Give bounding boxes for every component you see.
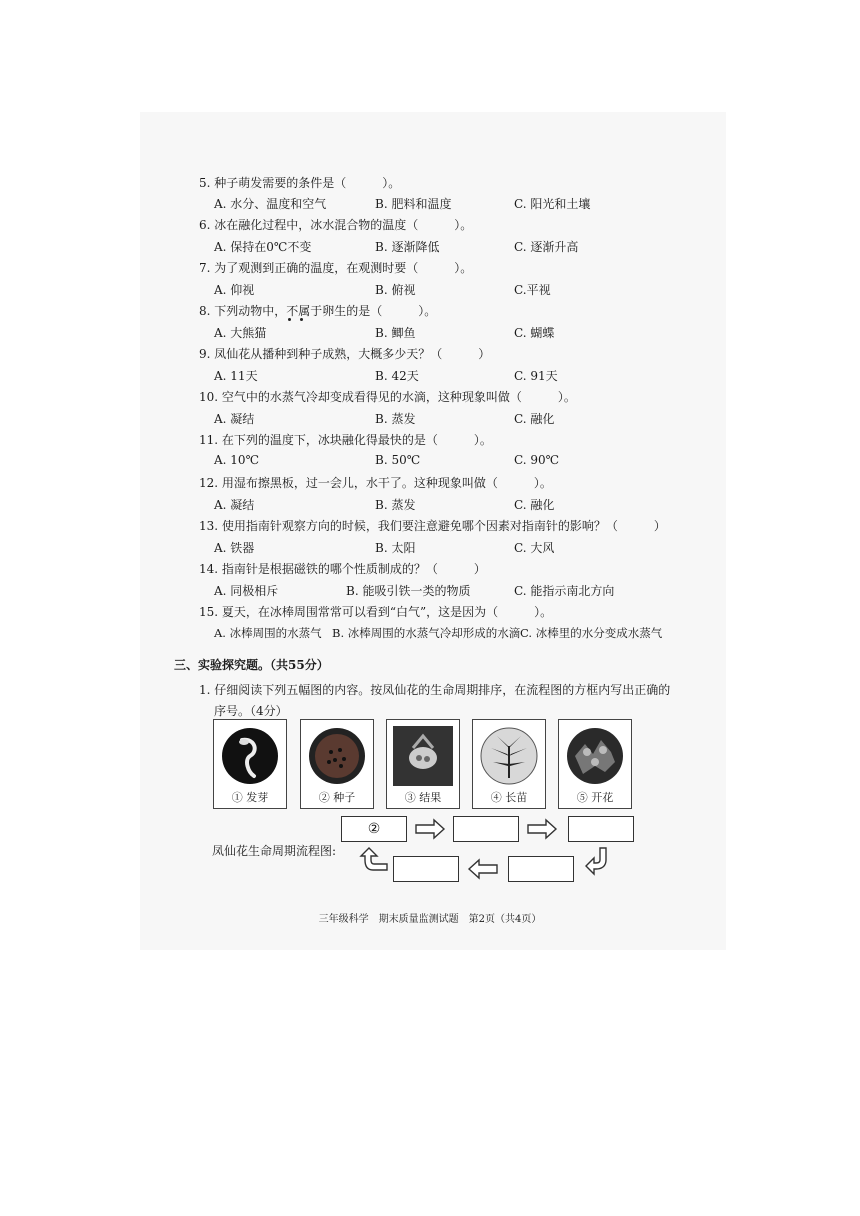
option-7c: C.平视: [514, 283, 551, 297]
option-7b: B. 俯视: [375, 283, 416, 297]
option-10c: C. 融化: [514, 412, 555, 426]
question-6: 6. 冰在融化过程中，冰水混合物的温度（ ）。: [199, 218, 473, 232]
right-arrow-icon: [414, 818, 446, 840]
option-12c: C. 融化: [514, 498, 555, 512]
option-14a: A. 同极相斥: [214, 584, 279, 598]
emphasis-dot: [288, 318, 291, 321]
question-10: 10. 空气中的水蒸气冷却变成看得见的水滴，这种现象叫做（ ）。: [199, 390, 576, 404]
emphasis-dot: [300, 318, 303, 321]
curved-arrow-icon: [584, 846, 614, 876]
left-arrow-icon: [467, 858, 499, 880]
option-12b: B. 蒸发: [375, 498, 416, 512]
flower-image: [565, 726, 625, 786]
option-15b: B. 冰棒周围的水蒸气冷却形成的水滴: [332, 626, 521, 640]
option-10b: B. 蒸发: [375, 412, 416, 426]
option-5c: C. 阳光和土壤: [514, 197, 591, 211]
picture-caption: ① 发芽: [231, 791, 269, 804]
option-8a: A. 大熊猫: [214, 326, 267, 340]
option-11c: C. 90℃: [514, 453, 560, 467]
option-10a: A. 凝结: [214, 412, 255, 426]
flow-box-2[interactable]: [453, 816, 519, 842]
question-9: 9. 凤仙花从播种到种子成熟，大概多少天？（ ）: [199, 347, 491, 361]
flow-box-3[interactable]: [568, 816, 634, 842]
seedling-image: [479, 726, 539, 786]
option-15c: C. 冰棒里的水分变成水蒸气: [520, 626, 663, 640]
option-15a: A. 冰棒周围的水蒸气: [214, 626, 322, 640]
picture-seedling: [472, 719, 546, 809]
option-13b: B. 太阳: [375, 541, 416, 555]
option-5a: A. 水分、温度和空气: [214, 197, 327, 211]
question-12: 12. 用湿布擦黑板，过一会儿，水干了。这种现象叫做（ ）。: [199, 476, 552, 490]
section-title: 三、实验探究题。（共55分）: [174, 658, 329, 672]
option-14c: C. 能指示南北方向: [514, 584, 615, 598]
right-arrow-icon: [526, 818, 558, 840]
option-9a: A. 11天: [214, 369, 258, 383]
option-11b: B. 50℃: [375, 453, 421, 467]
curved-up-arrow-icon: [359, 846, 389, 878]
option-7a: A. 仰视: [214, 283, 255, 297]
question-15: 15. 夏天，在冰棒周围常常可以看到“白气”，这是因为（ ）。: [199, 605, 553, 619]
experiment-question-1: 1. 仔细阅读下列五幅图的内容。按凤仙花的生命周期排序，在流程图的方框内写出正确的: [199, 683, 671, 697]
option-11a: A. 10℃: [214, 453, 259, 467]
option-6b: B. 逐渐降低: [375, 240, 440, 254]
option-6c: C. 逐渐升高: [514, 240, 579, 254]
experiment-question-1-cont: 序号。（4分）: [214, 704, 288, 718]
page-footer: 三年级科学 期末质量监测试题 第2页（共4页）: [318, 914, 542, 925]
flow-box-5[interactable]: [393, 856, 459, 882]
picture-sprout: [213, 719, 287, 809]
option-8c: C. 蝴蝶: [514, 326, 555, 340]
question-11: 11. 在下列的温度下，冰块融化得最快的是（ ）。: [199, 433, 492, 447]
option-5b: B. 肥料和温度: [375, 197, 452, 211]
option-6a: A. 保持在0℃不变: [214, 240, 312, 254]
picture-seed: [300, 719, 374, 809]
question-14: 14. 指南针是根据磁铁的哪个性质制成的？（ ）: [199, 562, 486, 576]
sprout-image: [220, 726, 280, 786]
picture-caption: ⑤ 开花: [576, 791, 614, 804]
picture-caption: ④ 长苗: [490, 791, 528, 804]
flow-box-4[interactable]: [508, 856, 574, 882]
question-8: 8. 下列动物中，不属于卵生的是（ ）。: [199, 304, 437, 318]
question-5: 5. 种子萌发需要的条件是（ ）。: [199, 176, 401, 190]
option-14b: B. 能吸引铁一类的物质: [346, 584, 471, 598]
option-12a: A. 凝结: [214, 498, 255, 512]
question-7: 7. 为了观测到正确的温度，在观测时要（ ）。: [199, 261, 473, 275]
option-13a: A. 铁器: [214, 541, 255, 555]
question-13: 13. 使用指南针观察方向的时候，我们要注意避免哪个因素对指南针的影响？（ ）: [199, 519, 666, 533]
fruit-image: [393, 726, 453, 786]
picture-fruit: [386, 719, 460, 809]
flow-chart-label: 凤仙花生命周期流程图:: [212, 844, 337, 858]
picture-flower: [558, 719, 632, 809]
option-9c: C. 91天: [514, 369, 558, 383]
picture-caption: ② 种子: [318, 791, 356, 804]
seed-image: [307, 726, 367, 786]
flow-box-1: ②: [341, 816, 407, 842]
option-8b: B. 鲫鱼: [375, 326, 416, 340]
picture-caption: ③ 结果: [404, 791, 442, 804]
option-9b: B. 42天: [375, 369, 419, 383]
option-13c: C. 大风: [514, 541, 555, 555]
